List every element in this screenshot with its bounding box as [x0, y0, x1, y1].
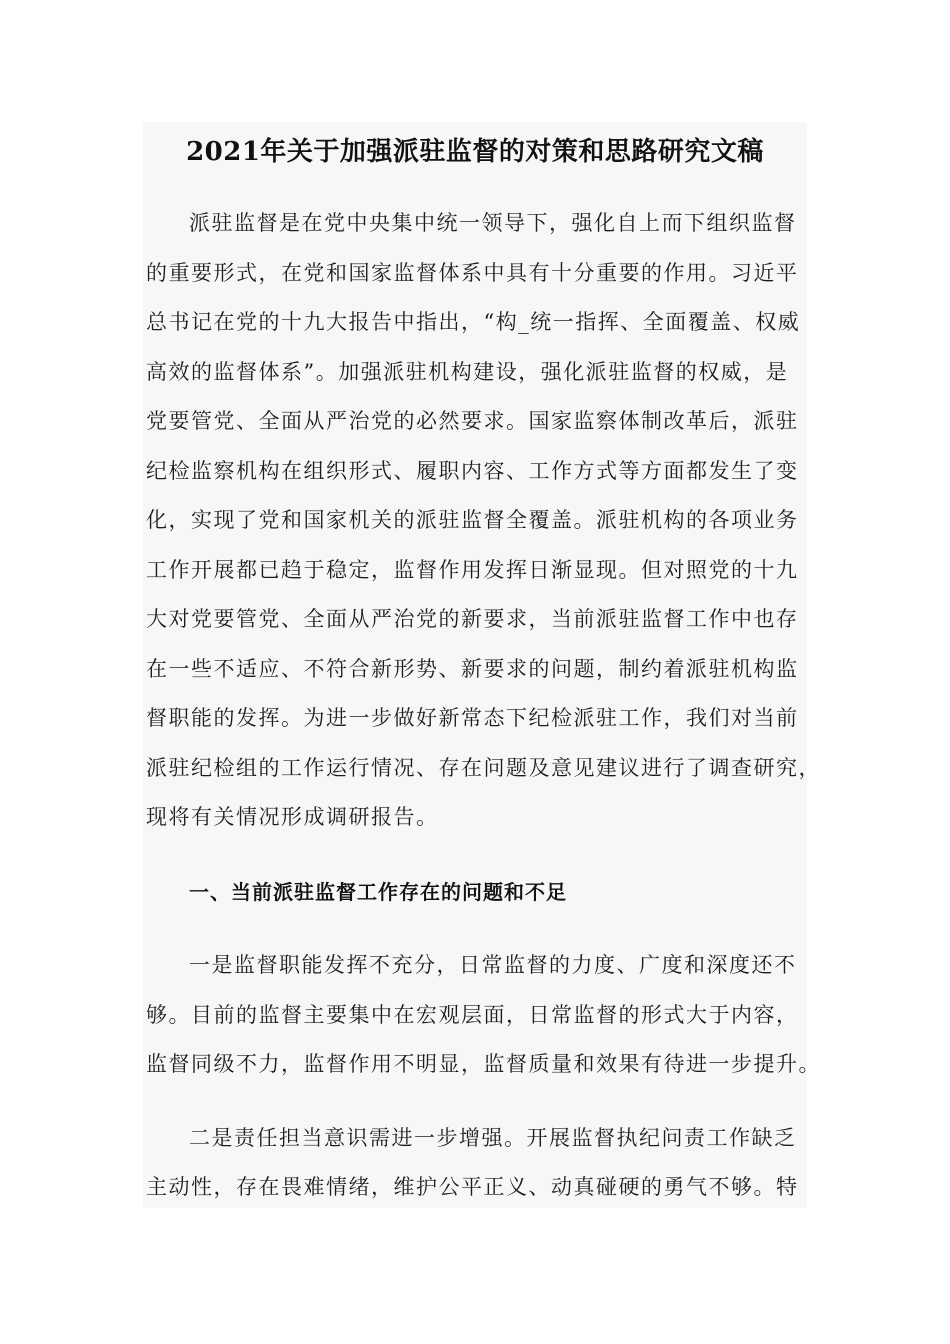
para2-line-1: 二是责任担当意识需进一步增强。开展监督执纪问责工作缺乏	[189, 1126, 797, 1150]
intro-line-5: 党要管党、全面从严治党的必然要求。国家监察体制改革后，派驻	[146, 409, 799, 433]
intro-line-1: 派驻监督是在党中央集中统一领导下，强化自上而下组织监督	[189, 211, 797, 235]
intro-line-2: 的重要形式，在党和国家监督体系中具有十分重要的作用。习近平	[146, 261, 799, 285]
document-title: 2021年关于加强派驻监督的对策和思路研究文稿	[186, 137, 764, 167]
intro-line-3: 总书记在党的十九大报告中指出，“构_统一指挥、全面覆盖、权威	[146, 310, 801, 334]
intro-line-8: 工作开展都已趋于稳定，监督作用发挥日渐显现。但对照党的十九	[146, 558, 799, 582]
para1-line-3: 监督同级不力，监督作用不明显，监督质量和效果有待进一步提升。	[146, 1052, 821, 1076]
intro-line-7: 化，实现了党和国家机关的派驻监督全覆盖。派驻机构的各项业务	[146, 508, 799, 532]
intro-line-12: 派驻纪检组的工作运行情况、存在问题及意见建议进行了调查研究，	[146, 756, 821, 780]
intro-line-4: 高效的监督体系”。加强派驻机构建设，强化派驻监督的权威，是	[146, 360, 789, 384]
para2-line-2: 主动性，存在畏难情绪，维护公平正义、动真碰硬的勇气不够。特	[146, 1175, 799, 1199]
section-heading: 一、当前派驻监督工作存在的问题和不足	[189, 880, 567, 904]
para1-line-2: 够。目前的监督主要集中在宏观层面，日常监督的形式大于内容，	[146, 1003, 799, 1027]
intro-line-10: 在一些不适应、不符合新形势、新要求的问题，制约着派驻机构监	[146, 657, 799, 681]
intro-line-13: 现将有关情况形成调研报告。	[146, 805, 439, 829]
intro-line-6: 纪检监察机构在组织形式、履职内容、工作方式等方面都发生了变	[146, 459, 799, 483]
para1-line-1: 一是监督职能发挥不充分，日常监督的力度、广度和深度还不	[189, 953, 797, 977]
intro-line-11: 督职能的发挥。为进一步做好新常态下纪检派驻工作，我们对当前	[146, 706, 799, 730]
intro-line-9: 大对党要管党、全面从严治党的新要求，当前派驻监督工作中也存	[146, 607, 799, 631]
